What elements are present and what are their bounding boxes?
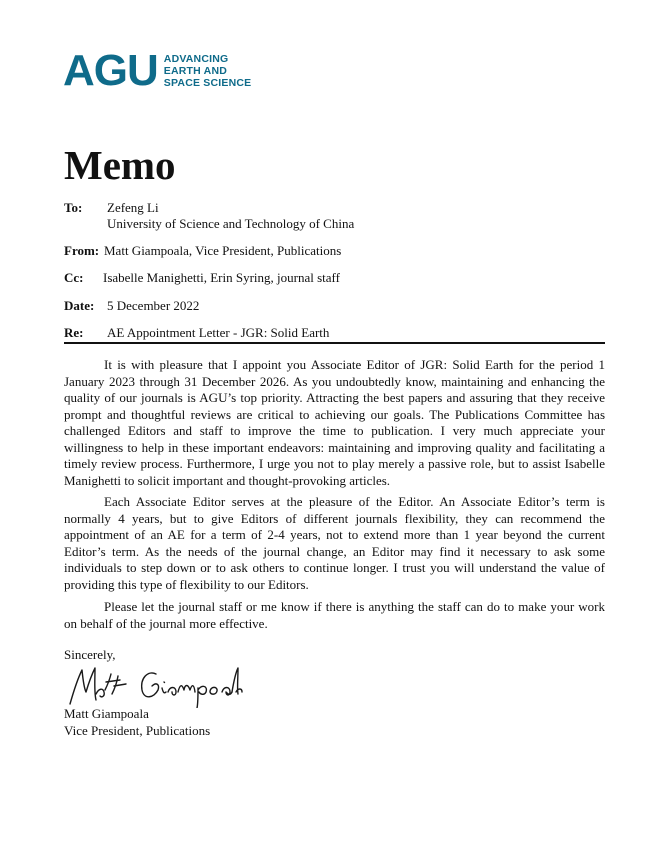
to-name: Zefeng Li bbox=[107, 200, 159, 215]
cc-label: Cc: bbox=[64, 270, 84, 285]
re-value: AE Appointment Letter - JGR: Solid Earth bbox=[107, 325, 330, 340]
body-paragraph-3: Please let the journal staff or me know if there is anything the staff can do to make your work on behalf of the journal more effective. bbox=[64, 599, 605, 631]
header-divider bbox=[64, 342, 605, 344]
agu-logo bbox=[63, 46, 252, 95]
to-label: To: bbox=[64, 200, 83, 215]
logo-tagline-line-3: SPACE SCIENCE bbox=[163, 77, 252, 89]
logo-tagline-line-2: EARTH AND bbox=[163, 65, 228, 77]
re-label: Re: bbox=[64, 325, 84, 340]
body-paragraph-2: Each Associate Editor serves at the pleasure of the Editor. An Associate Editor’s term is normally 4 years, but to give Editors of different journals flexibility, they can recommend the appointment of an AE for a term of 2-4 years, not to extend more than 1 year beyond the current Editor’s term. As the needs of the journal change, an Editor may find it necessary to ask some individuals to step down or to ask others to continue longer. I trust you will understand the value of providing this type of flexibility to our Editors. bbox=[64, 494, 605, 592]
cc-value: Isabelle Manighetti, Erin Syring, journal staff bbox=[103, 270, 340, 285]
from-value: Matt Giampoala, Vice President, Publications bbox=[104, 243, 342, 258]
date-label: Date: bbox=[64, 298, 95, 313]
agu-logo-tagline bbox=[164, 53, 252, 89]
signer-name: Matt Giampoala bbox=[64, 706, 149, 721]
closing-salutation: Sincerely, bbox=[64, 647, 116, 662]
signer-block bbox=[64, 706, 210, 739]
signer-position: Vice President, Publications bbox=[64, 722, 211, 738]
body-paragraph-1: It is with pleasure that I appoint you Associate Editor of JGR: Solid Earth for the period 1 January 2023 through 31 December 2026. As you undoubtedly know, maintaining and enhancing the quality of our journals is AGU’s top priority. Attracting the best papers and assuring that they receive prompt and thoughtful reviews are critical to achieving our goals. The Publications Committee has challenged Editors and staff to improve the time to publication. I very much appreciate your willingness to help in these important endeavors: maintaining and improving quality and facilitating a timely review process. Furthermore, I urge you not to play merely a passive role, but to assist Isabelle Manighetti to solicit important and thought-provoking articles. bbox=[64, 357, 605, 488]
from-label: From: bbox=[64, 243, 100, 258]
agu-logo-mark: AGU bbox=[63, 46, 158, 95]
logo-tagline-line-1: ADVANCING bbox=[163, 53, 229, 65]
handwritten-signature bbox=[64, 660, 244, 708]
memo-title: Memo bbox=[64, 142, 176, 188]
to-affiliation: University of Science and Technology of China bbox=[107, 216, 355, 231]
date-value: 5 December 2022 bbox=[107, 298, 200, 313]
